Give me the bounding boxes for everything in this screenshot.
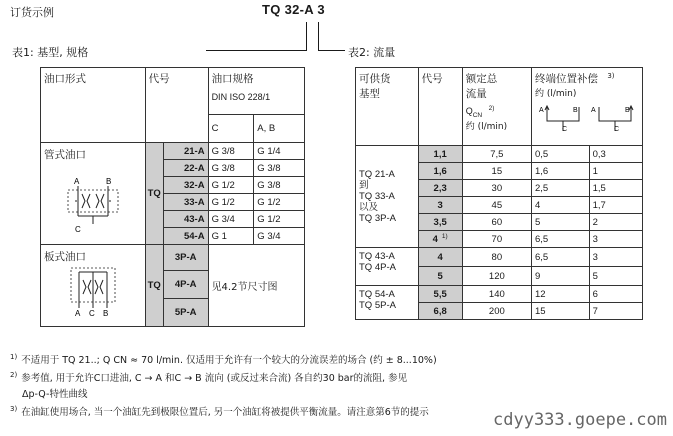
t1-pipe-c: G 1/2 bbox=[208, 194, 254, 211]
t1-pipe-ab: G 1/4 bbox=[254, 143, 305, 160]
t1-header-ab: A, B bbox=[254, 115, 305, 143]
t2-q: 45 bbox=[462, 197, 531, 214]
t2-header-end-comp bbox=[531, 68, 642, 146]
t1-pipe-code: 33-A bbox=[163, 194, 208, 211]
t1-pipe-ab: G 3/8 bbox=[254, 177, 305, 194]
t2-v1: 5 bbox=[531, 214, 589, 231]
t2-header-code: 代号 bbox=[418, 68, 462, 146]
connector-left bbox=[206, 22, 307, 51]
footnote-1 bbox=[10, 352, 437, 366]
sym-a-1: A bbox=[538, 107, 544, 114]
t2-v2: 5 bbox=[589, 267, 642, 286]
footnote-num: 2) bbox=[10, 370, 18, 379]
t2-code-with-note bbox=[418, 231, 462, 248]
footnote-text: 不适用于 TQ 21..; Q CN ≈ 70 l/min. 仅适用于允许有一个较大的分流误差的场合 (约 ± 8...10%) bbox=[21, 355, 437, 366]
t2-q: 30 bbox=[462, 180, 531, 197]
t2-unit: 约 (l/min) bbox=[465, 121, 508, 132]
t1-pipe-cell bbox=[41, 143, 146, 245]
t2-qcn bbox=[466, 105, 528, 119]
t2-v1: 2,5 bbox=[531, 180, 589, 197]
t2-end-comp-sup: 3) bbox=[607, 71, 615, 80]
t1-plate-code: 5P-A bbox=[163, 299, 208, 327]
plate-sym-c: C bbox=[88, 309, 95, 318]
t2-group-label: TQ 54-A TQ 5P-A bbox=[356, 286, 419, 320]
t1-header-c: C bbox=[208, 115, 254, 143]
t1-pipe-label: 管式油口 bbox=[44, 149, 86, 161]
footnote-text: Δp-Q-特性曲线 bbox=[22, 389, 88, 400]
footnote-2-cont bbox=[22, 386, 87, 400]
t2-q: 200 bbox=[462, 303, 531, 320]
t2-rated-flow-label: 额定总 流量 bbox=[465, 73, 498, 100]
t2-code: 3,5 bbox=[418, 214, 462, 231]
connector-right bbox=[318, 22, 345, 51]
t1-pipe-c: G 3/8 bbox=[208, 143, 254, 160]
pipe-sym-b: B bbox=[105, 177, 112, 186]
t1-plate-note: 见4.2节尺寸图 bbox=[208, 245, 304, 327]
plate-port-symbol-icon bbox=[65, 266, 121, 318]
t2-end-unit: 约 (l/min) bbox=[534, 89, 577, 99]
t1-pipe-ab: G 1/2 bbox=[254, 211, 305, 228]
t2-q: 140 bbox=[462, 286, 531, 303]
t2-v1: 1,6 bbox=[531, 163, 589, 180]
sym-c-2: C bbox=[613, 126, 620, 133]
t2-v2: 2 bbox=[589, 214, 642, 231]
t2-q: 7,5 bbox=[462, 146, 531, 163]
plate-sym-a: A bbox=[74, 309, 81, 318]
t1-pipe-ab: G 3/4 bbox=[254, 228, 305, 245]
t1-pipe-c: G 1/2 bbox=[208, 177, 254, 194]
t1-pipe-c: G 1 bbox=[208, 228, 254, 245]
t2-qcn-sub: CN bbox=[472, 111, 483, 119]
t1-pipe-prefix: TQ bbox=[145, 143, 163, 245]
order-example-label: 订货示例 bbox=[10, 6, 54, 19]
t2-end-comp-title bbox=[535, 71, 639, 86]
footnote-num: 1) bbox=[10, 352, 18, 361]
t2-v2: 3 bbox=[589, 248, 642, 267]
t1-plate-label: 板式油口 bbox=[44, 251, 86, 263]
t2-v2: 7 bbox=[589, 303, 642, 320]
t2-qcn-sup: 2) bbox=[488, 105, 495, 112]
t2-code: 2,3 bbox=[418, 180, 462, 197]
t1-header-port-size bbox=[208, 68, 304, 115]
t2-code: 4 bbox=[418, 248, 462, 267]
table2 bbox=[355, 67, 643, 320]
pipe-sym-c: C bbox=[74, 225, 81, 234]
table1-caption: 表1: 基型, 规格 bbox=[12, 46, 89, 59]
sym-b-1: B bbox=[572, 107, 578, 114]
t1-header-code: 代号 bbox=[145, 68, 208, 143]
t2-v1: 9 bbox=[531, 267, 589, 286]
t1-pipe-code: 21-A bbox=[163, 143, 208, 160]
flow-a-from-c-icon bbox=[535, 103, 587, 133]
t1-pipe-ab: G 1/2 bbox=[254, 194, 305, 211]
sym-c-1: C bbox=[561, 126, 568, 133]
watermark: cdyy333.goepe.com bbox=[493, 410, 667, 430]
t1-pipe-code: 22-A bbox=[163, 160, 208, 177]
t2-v2: 0,3 bbox=[589, 146, 642, 163]
t2-q: 80 bbox=[462, 248, 531, 267]
flow-b-from-c-icon bbox=[587, 103, 639, 133]
footnote-2 bbox=[10, 370, 407, 384]
t1-pipe-code: 43-A bbox=[163, 211, 208, 228]
t1-pipe-ab: G 3/8 bbox=[254, 160, 305, 177]
plate-sym-b: B bbox=[102, 309, 109, 318]
t1-plate-code: 3P-A bbox=[163, 245, 208, 271]
t2-v2: 1,7 bbox=[589, 197, 642, 214]
t2-code: 5 bbox=[418, 267, 462, 286]
t2-code: 5,5 bbox=[418, 286, 462, 303]
t1-pipe-c: G 3/8 bbox=[208, 160, 254, 177]
t2-q: 60 bbox=[462, 214, 531, 231]
t2-code: 3 bbox=[418, 197, 462, 214]
footnote-3 bbox=[10, 404, 429, 418]
t2-code: 1,1 bbox=[418, 146, 462, 163]
t1-plate-prefix: TQ bbox=[145, 245, 163, 327]
t1-plate-code: 4P-A bbox=[163, 271, 208, 299]
t1-pipe-code: 54-A bbox=[163, 228, 208, 245]
t2-code-sup: 1) bbox=[441, 232, 448, 240]
t2-q: 70 bbox=[462, 231, 531, 248]
t2-code: 6,8 bbox=[418, 303, 462, 320]
t1-port-std: DIN ISO 228/1 bbox=[211, 92, 271, 102]
t1-pipe-code: 32-A bbox=[163, 177, 208, 194]
t1-plate-cell bbox=[41, 245, 146, 327]
t2-v1: 4 bbox=[531, 197, 589, 214]
t2-v1: 15 bbox=[531, 303, 589, 320]
t2-group-label: TQ 21-A 到 TQ 33-A 以及 TQ 3P-A bbox=[356, 146, 419, 248]
t2-v1: 6,5 bbox=[531, 231, 589, 248]
t2-v2: 1,5 bbox=[589, 180, 642, 197]
t1-port-size-label: 油口规格 bbox=[211, 73, 254, 85]
t2-code: 4 bbox=[432, 234, 438, 246]
t2-code: 1,6 bbox=[418, 163, 462, 180]
t2-flow-symbols bbox=[535, 103, 639, 133]
table2-caption: 表2: 流量 bbox=[348, 46, 396, 59]
sym-a-2: A bbox=[590, 107, 596, 114]
t2-q: 120 bbox=[462, 267, 531, 286]
t1-header-port-type: 油口形式 bbox=[41, 68, 146, 143]
t2-group-label: TQ 43-A TQ 4P-A bbox=[356, 248, 419, 286]
t2-header-base-type: 可供货 基型 bbox=[356, 68, 419, 146]
t2-v2: 3 bbox=[589, 231, 642, 248]
footnote-text: 参考值, 用于允许C口进油, C → A 和C → B 流向 (或反过来合流) 各自约30 bar的流阻, 参见 bbox=[21, 373, 408, 384]
t2-header-rated-flow bbox=[462, 68, 531, 146]
order-code: TQ 32-A 3 bbox=[262, 2, 325, 17]
t2-v2: 1 bbox=[589, 163, 642, 180]
t2-qcn-symbol: Q bbox=[465, 106, 473, 116]
pipe-port-symbol-icon bbox=[63, 174, 123, 236]
pipe-sym-a: A bbox=[73, 177, 80, 186]
t2-v2: 6 bbox=[589, 286, 642, 303]
sym-b-2: B bbox=[624, 107, 630, 114]
t2-q: 15 bbox=[462, 163, 531, 180]
t2-end-comp-label: 终端位置补偿 bbox=[534, 73, 598, 85]
footnote-num: 3) bbox=[10, 404, 18, 413]
t1-pipe-c: G 3/4 bbox=[208, 211, 254, 228]
t2-v1: 12 bbox=[531, 286, 589, 303]
footnote-text: 在油缸使用场合, 当一个油缸先到极限位置后, 另一个油缸将被提供平衡流量。请注意第6节的提示 bbox=[21, 407, 429, 418]
table1 bbox=[40, 67, 305, 327]
t2-v1: 6,5 bbox=[531, 248, 589, 267]
t2-v1: 0,5 bbox=[531, 146, 589, 163]
